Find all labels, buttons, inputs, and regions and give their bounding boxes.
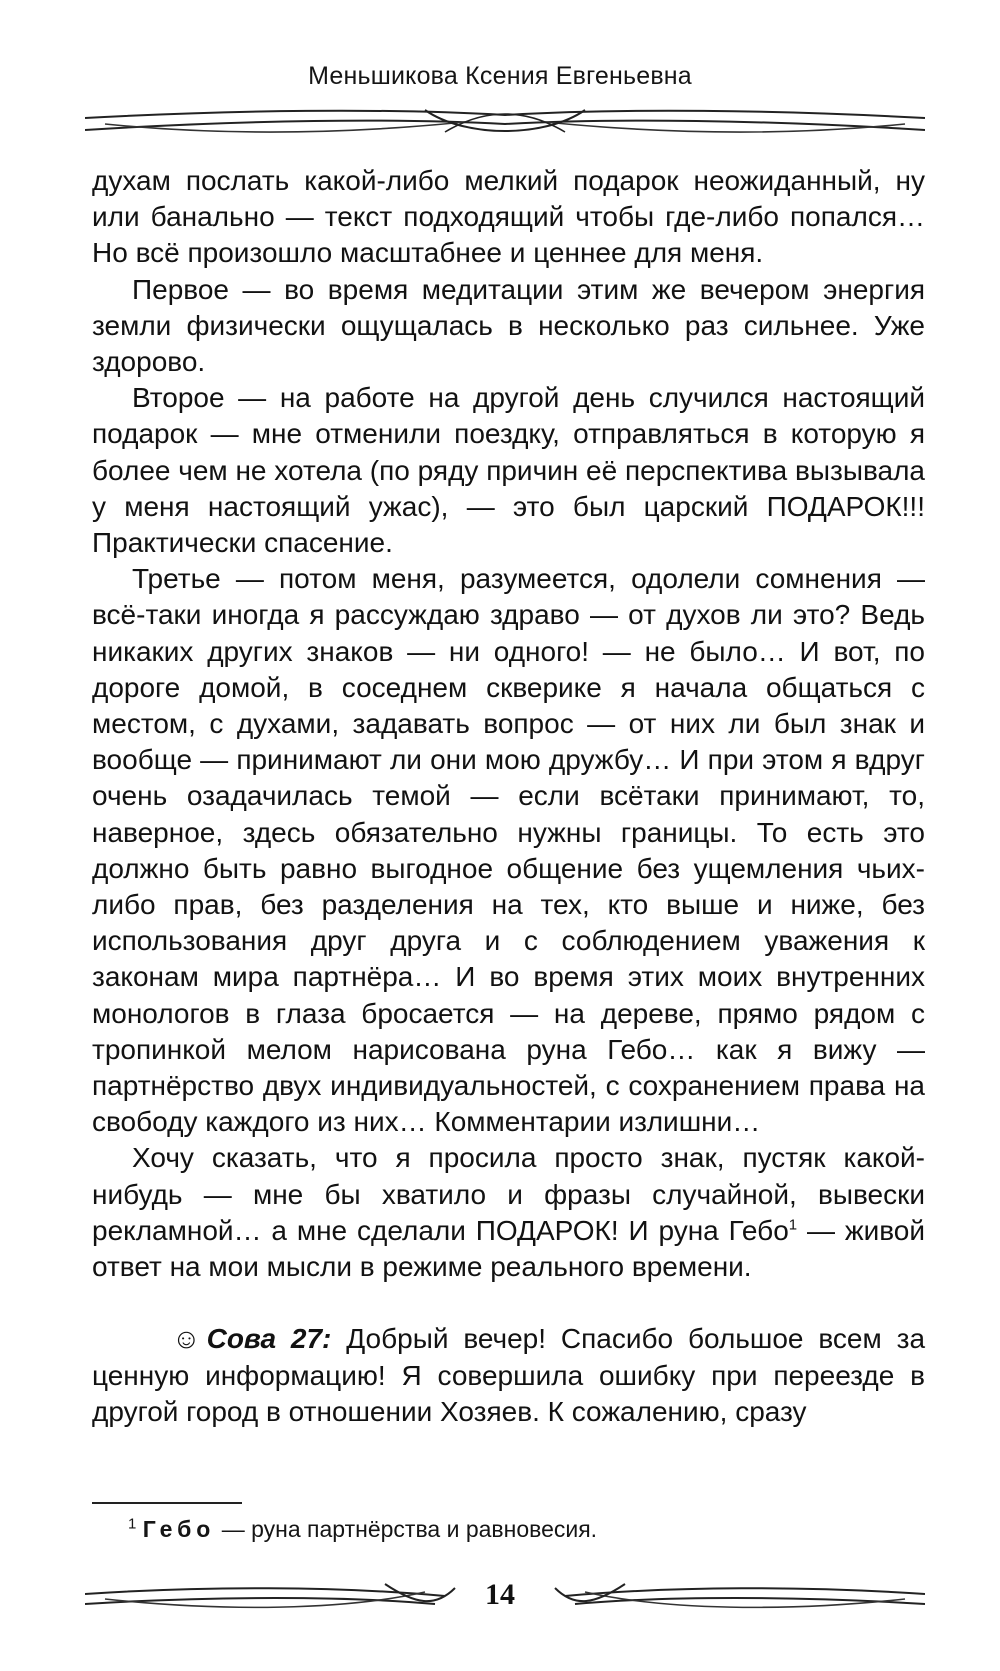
paragraph-2: Первое — во время медитации этим же вечером энергия земли физически ощущалась в несколько раз сильнее. Уже здорово. (92, 273, 925, 378)
paragraph-6 (92, 1321, 925, 1430)
running-head: Меньшикова Ксения Евгеньевна (308, 62, 692, 90)
footnote-text: — руна партнёрства и равновесия. (215, 1516, 598, 1542)
paragraph-5-text: Хочу сказать, что я просила просто знак, пустяк какойнибудь — мне бы хватило и фразы случайной, вывески рекламной… а мне сделали ПОДАРОК! И руна Гебо (92, 1142, 925, 1246)
paragraph-5 (92, 1140, 925, 1285)
page-number: 14 (485, 1578, 515, 1611)
author-nick: Сова 27: (206, 1323, 332, 1355)
paragraph-6-text: Добрый вечер! Спасибо большое всем за ценную информацию! Я совершила ошибку при переезде в другой город в отношении Хозяев. К сожалению, сразу (92, 1323, 926, 1427)
footnote-reference: 1 (788, 1216, 798, 1234)
footnote-divider (92, 1502, 242, 1504)
header-ornament (85, 100, 925, 146)
footnote-marker: 1 (128, 1515, 137, 1533)
paragraph-1: духам послать какой-либо мелкий подарок неожиданный, ну или банально — текст подходящий чтобы где-либо попался… Но всё произошло масштабнее и ценнее для меня. (92, 165, 925, 269)
footnote (128, 1516, 597, 1543)
paragraph-3: Второе — на работе на другой день случился настоящий подарок — мне отменили поездку, отправляться в которую я более чем не хотела (по ряду причин её перспектива вызывала у меня настоящий ужас), — это был царский ПОДАРОК!!! Практически спасение. (92, 382, 925, 559)
body-text (92, 163, 925, 1430)
footnote-term: Гебо (142, 1516, 216, 1542)
paragraph-5-tail: — живой ответ на мои мысли в режиме реального времени. (92, 1214, 926, 1283)
smiley-icon: ☺ (172, 1323, 201, 1355)
paragraph-4: Третье — потом меня, разумеется, одолели сомнения — всё-таки иногда я рассуждаю здраво — от духов ли это? Ведь никаких других знаков — ни одного! — не было… И вот, по дороге домой, в соседнем скверике я начала общаться с местом, с духами, задавать вопрос — от них ли был знак и вообще — принимают ли они мою дружбу… И при этом я вдруг очень озадачилась темой — если всётаки принимают, то, наверное, здесь обязательно нужны границы. То есть это должно быть равно выгодное общение без ущемления чьих-либо прав, без разделения на тех, кто выше и ниже, без использования друг друга и с соблюдением уважения к законам мира партнёра… И во время этих моих внутренних монологов в глаза бросается — на дереве, прямо рядом с тропинкой мелом нарисована руна Гебо… как я вижу — партнёрство двух индивидуальностей, с сохранением права на свободу каждого из них… Комментарии излишни… (92, 563, 925, 1138)
